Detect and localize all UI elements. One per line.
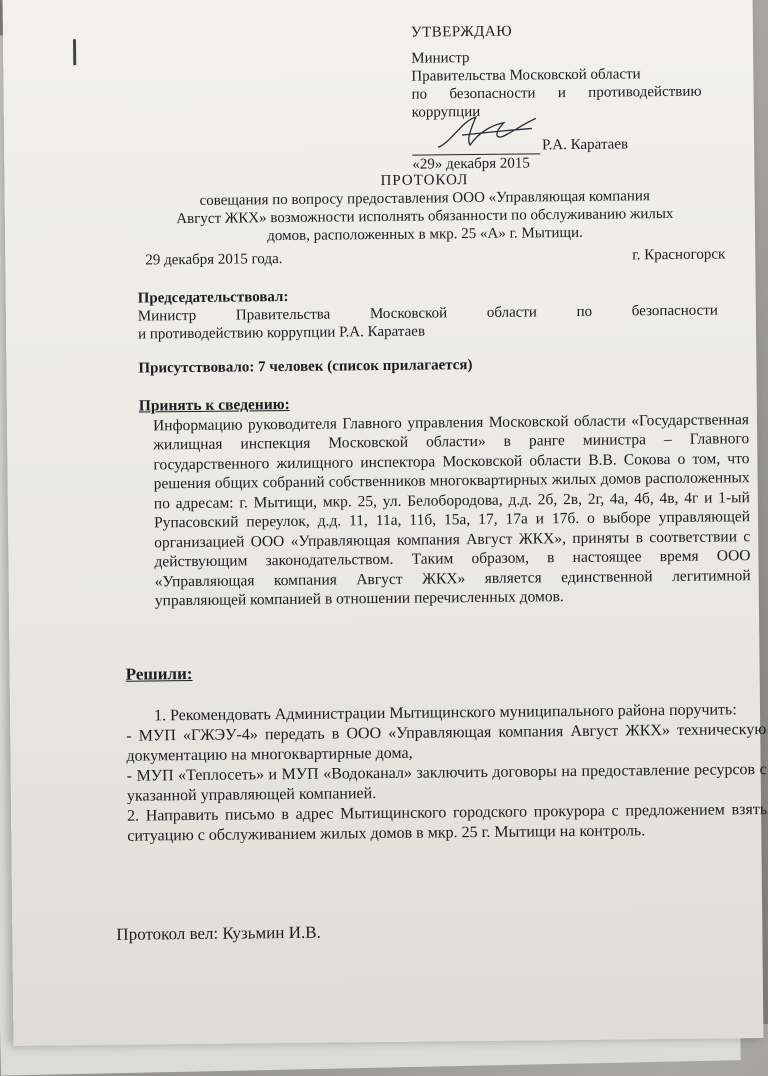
notice-label: Принять к сведению:	[138, 395, 290, 415]
date-place-row	[145, 246, 725, 269]
title-line: Август ЖКХ» возможности исполнять обязанности по обслуживанию жилых	[176, 205, 674, 228]
margin-mark	[73, 39, 76, 65]
approval-date: «29» декабря 2015	[412, 155, 530, 173]
decisions-list	[126, 700, 767, 847]
approval-line: Министр	[411, 50, 470, 67]
chair-section	[138, 283, 719, 343]
present-line: Присутствовало: 7 человек (список прилагается)	[138, 357, 473, 377]
signature-row	[412, 123, 702, 156]
approval-line: Правительства Московской области	[411, 66, 641, 85]
approval-line: коррупции	[411, 103, 481, 121]
chair-label: Председательствовал:	[137, 288, 289, 307]
notice-text: Информацию руководителя Главного управления Московской области «Государственная жилищная инспекция Московской области» в ранге министра – Главного государственного жилищного инспектора Московской области В.В. Сокова о том, что решения общих собраний собственников многоквартирных жилых домов расположенных по адресам: г. Мытищи, мкр. 25, ул. Белобородова, д.д. 2б, 2в, 2г, 4а, 4б, 4в, 4г и 1-ый Рупасовский переулок, д.д. 11, 11а, 11б, 15а, 17, 17а и 17б. о выборе управляющей организацией ООО «Управляющая компания Август ЖКХ», приняты в соответствии с действующим законодательством. Таким образом, в настоящее время ООО «Управляющая компания Август ЖКХ» является единственной легитимной управляющей компанией в отношении перечисленных домов.	[152, 410, 751, 610]
decision-item: - МУП «ГЖЭУ-4» передать в ООО «Управляющая компания Август ЖКХ» техническую документацию на многоквартирные дома,	[126, 720, 767, 765]
title-line: совещания по вопросу предоставления ООО «Управляющая компания	[199, 188, 650, 209]
decision-item: 2. Направить письмо в адрес Мытищинского городского прокурора с предложением взять ситуацию с обслуживанием жилых домов в мкр. 25 г. Мытищи на контроль.	[127, 800, 768, 845]
notice-section	[139, 390, 751, 611]
decided-label: Решили:	[125, 664, 193, 684]
approval-heading: УТВЕРЖДАЮ	[410, 23, 513, 41]
meeting-date: 29 декабря 2015 года.	[145, 251, 283, 269]
signer-name: Р.А. Каратаев	[542, 136, 629, 154]
title-line: домов, расположенных в мкр. 25 «А» г. Мытищи.	[267, 224, 583, 245]
signature-icon	[432, 110, 542, 153]
document-title	[144, 169, 705, 247]
chair-line: Министр Правительства Московской области по безопасности	[137, 302, 718, 325]
chair-line: и противодействию коррупции Р.А. Каратаев	[137, 323, 426, 343]
decision-item: 1. Рекомендовать Администрации Мытищинского муниципального района поручить:	[153, 701, 737, 725]
decision-item: - МУП «Теплосеть» и МУП «Водоканал» заключить договоры на предоставление ресурсов с указанной управляющей компанией.	[126, 760, 767, 805]
protocol-author: Протокол вел: Кузьмин И.В.	[116, 922, 321, 944]
document-page	[3, 0, 768, 1046]
approval-block	[411, 21, 703, 174]
title-heading: ПРОТОКОЛ	[380, 172, 469, 190]
meeting-place: г. Красногорск	[632, 246, 726, 264]
approval-line: по безопасности и противодействию	[411, 83, 702, 103]
